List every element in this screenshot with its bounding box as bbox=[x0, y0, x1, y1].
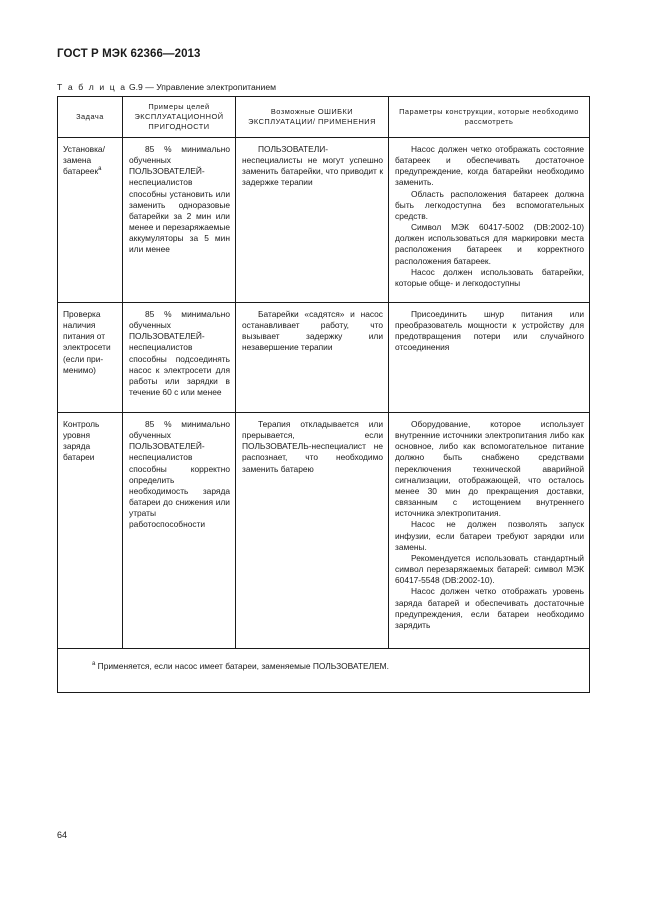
error-text: ПОЛЬЗОВАТЕЛИ-неспециалисты не могут успешно заменить батарейки, что приводит к задержке терапии bbox=[242, 144, 383, 188]
header-errors: Возможные ОШИБКИ ЭКСПЛУАТАЦИИ/ ПРИМЕНЕНИЯ bbox=[236, 97, 389, 138]
task-cell bbox=[58, 138, 123, 303]
param-paragraph: Насос должен четко отображать уровень заряда батарей и обеспечивать достаточные предупреждения, если батареи необходимо зарядить bbox=[395, 586, 584, 630]
task-cell bbox=[58, 303, 123, 413]
task-line: менимо) bbox=[63, 364, 96, 375]
task-line: Контроль bbox=[63, 419, 100, 429]
header-params: Параметры конструкции, которые необходимо рассмотреть bbox=[389, 97, 590, 138]
param-paragraph: Присоединить шнур питания или преобразователь мощности к устройству для предотвращения потери или случайного отсоединения bbox=[395, 309, 584, 353]
param-paragraph: Оборудование, которое использует внутренние источники электропитания либо как основное, либо как вспомогательное питание должно быть снабжено средствами переключения технической аварийной сигнализации, отображающей, что осталось менее 30 мин до прекращения доставки, связанным с истощением внутреннего источника электропитания. bbox=[395, 419, 584, 519]
footnote-row bbox=[58, 649, 590, 693]
table-header-row bbox=[58, 97, 590, 138]
error-text: Терапия откладывается или прерывается, если ПОЛЬЗОВАТЕЛЬ-неспециалист не распознает, что необходимо заменить батарею bbox=[242, 419, 383, 474]
task-cell bbox=[58, 413, 123, 649]
task-line: Проверка bbox=[63, 309, 101, 319]
param-paragraph: Насос должен использовать батарейки, которые обще- и легкодоступны bbox=[395, 266, 584, 288]
task-line: Установка/ bbox=[63, 144, 105, 154]
param-paragraph: Область расположения батареек должна быть легкодоступна без вспомогательных средств. bbox=[395, 188, 584, 221]
task-line: уровня bbox=[63, 430, 91, 441]
footnote-cell bbox=[58, 649, 590, 693]
goal-cell bbox=[123, 303, 236, 413]
params-cell bbox=[389, 413, 590, 649]
table-row bbox=[58, 303, 590, 413]
goal-cell bbox=[123, 138, 236, 303]
task-line-text: батареек bbox=[63, 166, 99, 177]
footnote-mark: a bbox=[92, 661, 96, 668]
error-cell bbox=[236, 138, 389, 303]
params-cell bbox=[389, 303, 590, 413]
error-cell bbox=[236, 413, 389, 649]
table-row bbox=[58, 138, 590, 303]
caption-title: G.9 — Управление электропитанием bbox=[126, 82, 277, 92]
error-text: Батарейки «садятся» и насос останавливает работу, что вызывает задержку или незавершение терапии bbox=[242, 309, 383, 353]
caption-prefix: Т а б л и ц а bbox=[57, 82, 127, 92]
goal-cell bbox=[123, 413, 236, 649]
task-line bbox=[63, 166, 117, 177]
error-cell bbox=[236, 303, 389, 413]
task-line: питания от bbox=[63, 331, 106, 342]
task-line: электросети bbox=[63, 342, 111, 353]
header-goals: Примеры целей ЭКСПЛУАТАЦИОННОЙ ПРИГОДНОСТИ bbox=[123, 97, 236, 138]
footnote-text: Применяется, если насос имеет батареи, заменяемые ПОЛЬЗОВАТЕЛЕМ. bbox=[95, 661, 389, 671]
footnote-ref: a bbox=[98, 166, 102, 173]
param-paragraph: Рекомендуется использовать стандартный символ перезаряжаемых батарей: символ МЭК 60417-5548 (DB:2002-10). bbox=[395, 552, 584, 586]
param-paragraph: Насос не должен позволять запуск инфузии, если батареи требуют зарядки или замены. bbox=[395, 519, 584, 552]
page-number: 64 bbox=[57, 830, 68, 840]
param-paragraph: Символ МЭК 60417-5002 (DB:2002-10) должен использоваться для маркировки места расположения батареек и корректного расположения батареек. bbox=[395, 222, 584, 266]
table-row bbox=[58, 413, 590, 649]
power-management-table bbox=[57, 96, 590, 693]
goal-text: 85 % минимально обученных ПОЛЬЗОВАТЕЛЕЙ-неспециалистов способны подсоединять насос к электросети для работы или зарядки в течение 60 с или менее bbox=[129, 309, 230, 398]
goal-text: 85 % минимально обученных ПОЛЬЗОВАТЕЛЕЙ-неспециалистов способны корректно определить необходимость заряда батареи до снижения или утраты работоспособности bbox=[129, 419, 230, 530]
task-line: (если при- bbox=[63, 353, 104, 364]
document-header: ГОСТ Р МЭК 62366—2013 bbox=[57, 48, 201, 60]
table-caption bbox=[57, 82, 276, 92]
params-cell bbox=[389, 138, 590, 303]
task-line: заряда bbox=[63, 441, 91, 452]
task-line: наличия bbox=[63, 320, 96, 331]
header-task: Задача bbox=[58, 97, 123, 138]
param-paragraph: Насос должен четко отображать состояние батареек и обеспечивать достаточное предупреждение, когда батарейки необходимо заменить. bbox=[395, 144, 584, 188]
goal-text: 85 % минимально обученных ПОЛЬЗОВАТЕЛЕЙ-неспециалистов способны установить или заменить одноразовые батарейки за 2 мин или менее и перезаряжаемые аккумуляторы за 5 мин или менее bbox=[129, 144, 230, 255]
task-line: замена bbox=[63, 155, 92, 166]
task-line: батареи bbox=[63, 452, 95, 463]
